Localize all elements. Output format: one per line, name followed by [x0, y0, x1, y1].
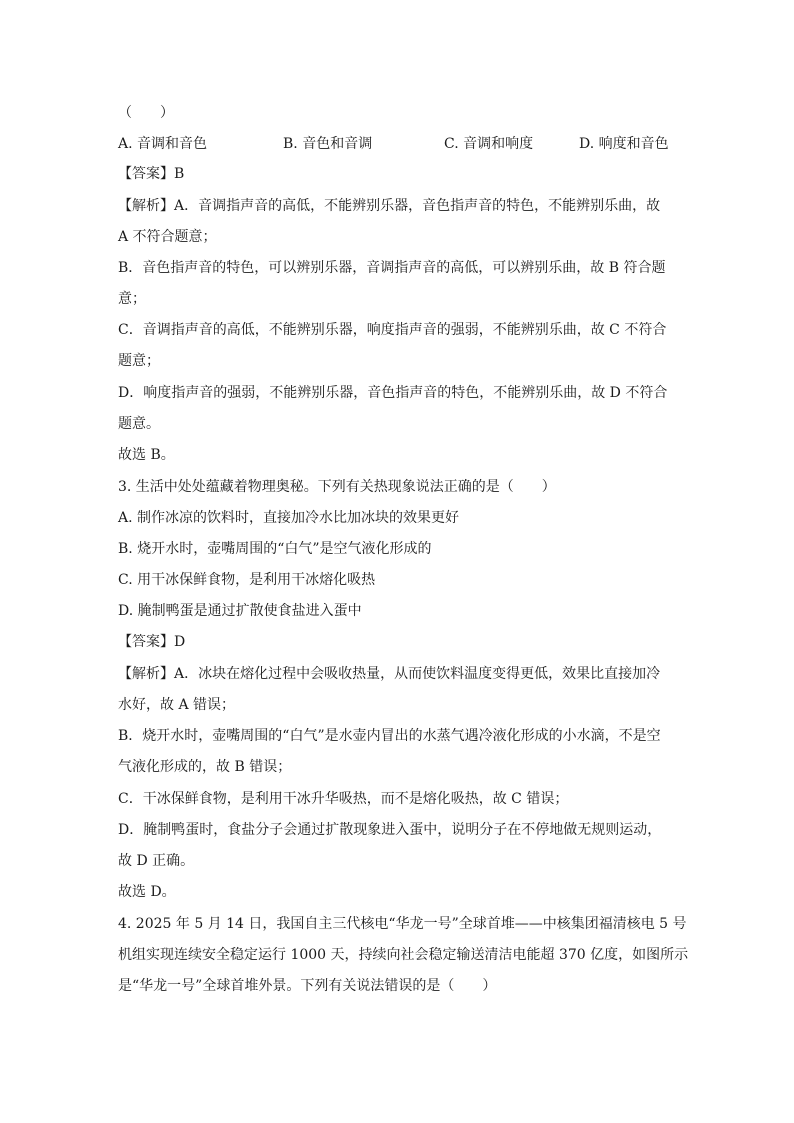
q2-analysis-line: A 不符合题意；	[118, 229, 217, 245]
q3-option-a: A. 制作冰凉的饮料时，直接加冷水比加冰块的效果更好	[118, 510, 460, 526]
q3-conclusion: 故选 D。	[118, 884, 176, 900]
q3-analysis-line	[118, 664, 678, 684]
q4-stem-line: 4. 2025 年 5 月 14 日，我国自主三代核电“华龙一号”全球首堆——中核集团福清核电 5 号	[118, 916, 687, 932]
q2-analysis-line: 意；	[118, 291, 146, 307]
q2-analysis-line: D．响度指声音的强弱，不能辨别乐器，音色指声音的特色，不能辨别乐曲，故 D 不符合	[118, 385, 668, 401]
q3-stem: 3. 生活中处处蕴藏着物理奥秘。下列有关热现象说法正确的是（ ）	[118, 479, 556, 495]
q2-answer	[118, 164, 678, 184]
q2-analysis-line: 题意；	[118, 353, 160, 369]
q4-stem-line: 机组实现连续安全稳定运行 1000 天，持续向社会稳定输送清洁电能超 370 亿度，如图所示	[118, 947, 689, 963]
q3-analysis-line: 故 D 正确。	[118, 853, 195, 869]
q3-answer-value: D	[174, 634, 186, 650]
q2-analysis-line: 题意。	[118, 416, 160, 432]
q2-answer-value: B	[174, 166, 185, 182]
q2-option-d: D. 响度和音色	[579, 136, 669, 152]
q2-paren: （ ）	[118, 105, 174, 121]
q3-option-b: B. 烧开水时，壶嘴周围的“白气”是空气液化形成的	[118, 541, 432, 557]
q4-stem-line: 是“华龙一号”全球首堆外景。下列有关说法错误的是（ ）	[118, 978, 497, 994]
q3-analysis-line: 气液化形成的，故 B 错误；	[118, 759, 292, 775]
q3-answer	[118, 632, 678, 652]
q2-analysis-line	[118, 196, 678, 216]
q2-option-a: A. 音调和音色	[118, 136, 208, 152]
q2-option-c: C. 音调和响度	[444, 136, 534, 152]
q3-answer-tag: 【答案】	[118, 634, 174, 650]
q3-analysis-tag: 【解析】	[118, 666, 174, 682]
q3-analysis-line: C．干冰保鲜食物，是利用干冰升华吸热，而不是熔化吸热，故 C 错误；	[118, 791, 569, 807]
q3-analysis-line: D．腌制鸭蛋时，食盐分子会通过扩散现象进入蛋中，说明分子在不停地做无规则运动，	[118, 822, 662, 838]
q3-analysis-text: A．冰块在熔化过程中会吸收热量，从而使饮料温度变得更低，效果比直接加冷	[174, 666, 661, 682]
q2-analysis-text: A．音调指声音的高低，不能辨别乐器，音色指声音的特色，不能辨别乐曲，故	[174, 198, 661, 214]
q3-option-d: D. 腌制鸭蛋是通过扩散使食盐进入蛋中	[118, 603, 362, 619]
q3-analysis-line: 水好，故 A 错误；	[118, 697, 236, 713]
q3-analysis-line: B．烧开水时，壶嘴周围的“白气”是水壶内冒出的水蒸气遇冷液化形成的小水滴，不是空	[118, 728, 661, 744]
q2-analysis-line: B．音色指声音的特色，可以辨别乐器，音调指声音的高低，可以辨别乐曲，故 B 符合题	[118, 260, 666, 276]
q2-analysis-line: C．音调指声音的高低，不能辨别乐器，响度指声音的强弱，不能辨别乐曲，故 C 不符合	[118, 322, 667, 338]
q2-conclusion: 故选 B。	[118, 447, 175, 463]
q2-answer-tag: 【答案】	[118, 166, 174, 182]
q3-option-c: C. 用干冰保鲜食物，是利用干冰熔化吸热	[118, 572, 376, 588]
q2-analysis-tag: 【解析】	[118, 198, 174, 214]
q2-option-b: B. 音色和音调	[283, 136, 373, 152]
